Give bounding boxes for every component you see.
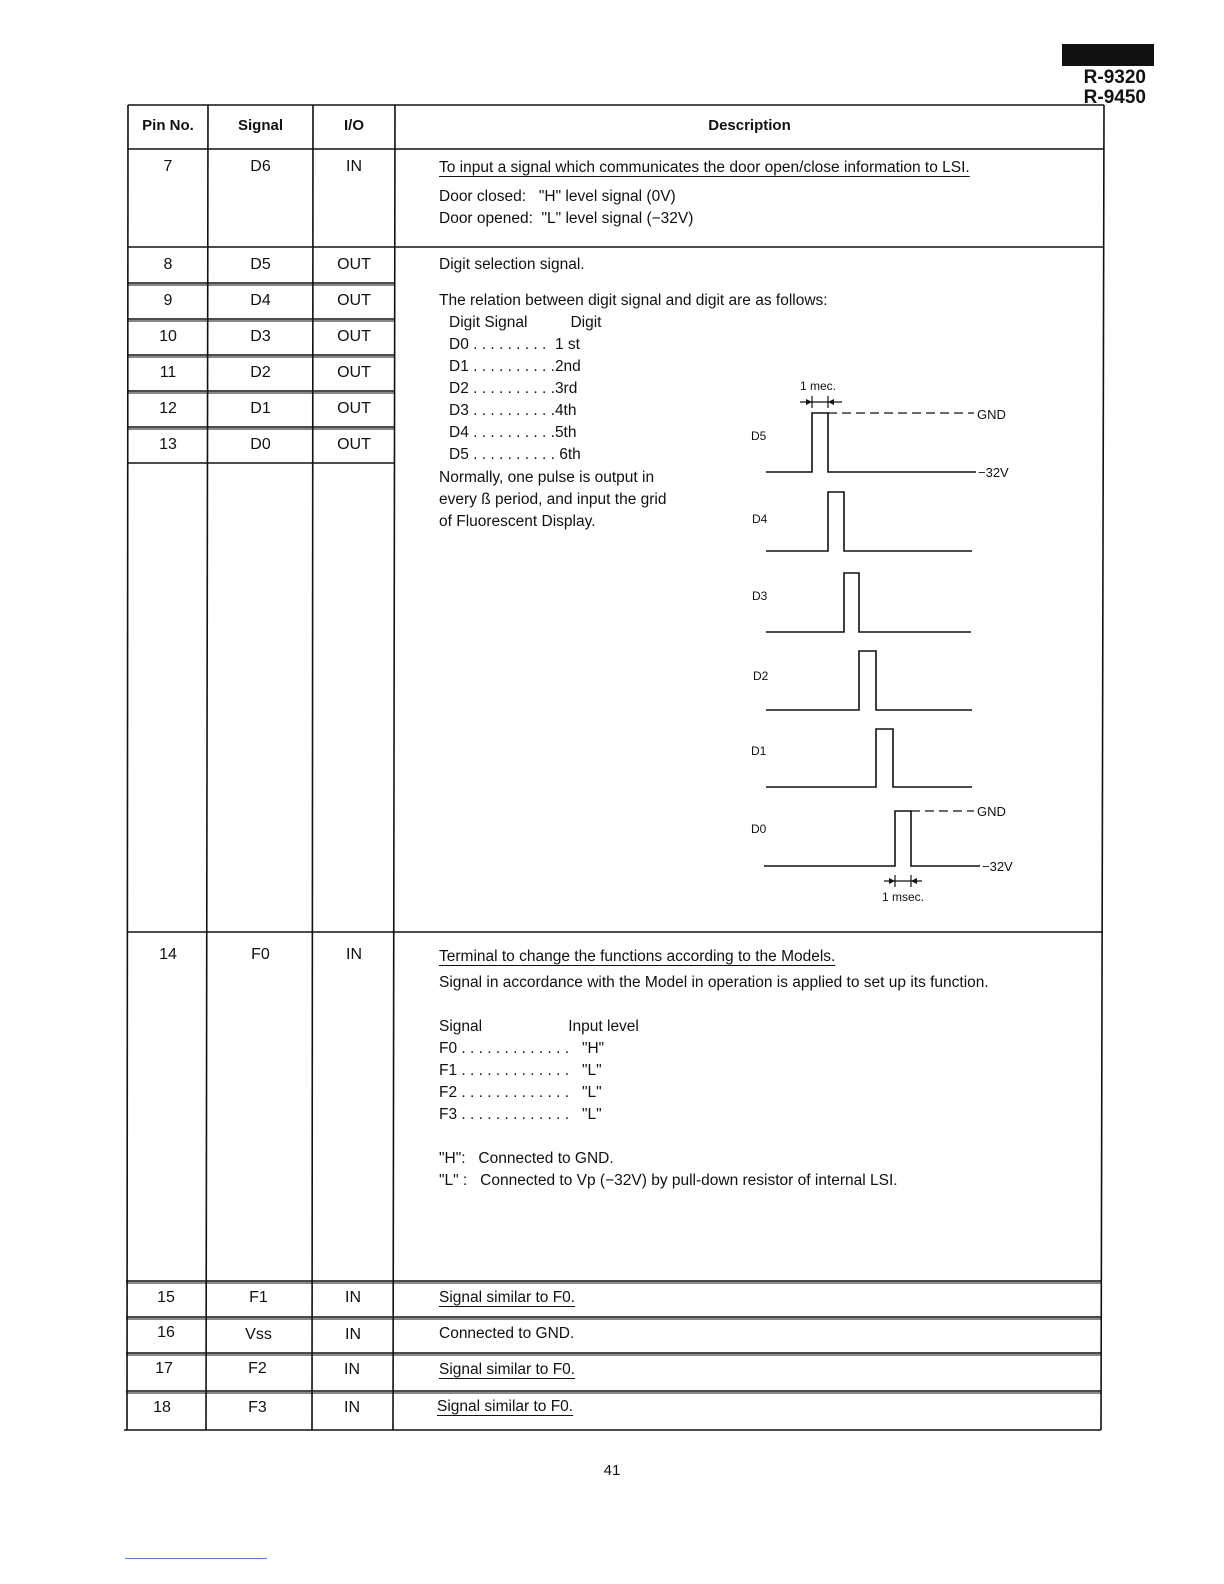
signal-name: D1 (250, 400, 271, 417)
signal-name: D6 (250, 158, 271, 175)
digit-note (439, 467, 666, 533)
digit-table-header: Digit Signal Digit (449, 314, 602, 331)
pin14-line-2: Signal in accordance with the Model in operation is applied to set up its function. (439, 974, 989, 991)
pin7-line-1: To input a signal which communicates the door open/close information to LSI. (439, 159, 970, 176)
io-direction: OUT (337, 328, 371, 345)
pin7-line-3: Door opened: "L" level signal (−32V) (439, 210, 694, 227)
neg-voltage-label-top: −32V (978, 465, 1009, 480)
signal-label-d2: D2 (753, 669, 769, 683)
signal-name: D5 (250, 256, 271, 273)
column-header-signal: Signal (237, 117, 283, 134)
signal-name: D0 (250, 436, 271, 453)
signal-name: F3 (248, 1399, 267, 1416)
signal-name: D3 (250, 328, 271, 345)
gnd-label-top: GND (977, 407, 1006, 422)
pin-number: 15 (157, 1289, 175, 1306)
l-level-note: "L" : Connected to Vp (−32V) by pull-down resistor of internal LSI. (439, 1172, 898, 1189)
pin-number: 11 (159, 364, 177, 381)
signal-label-d3: D3 (752, 589, 768, 603)
pin14-line-1: Terminal to change the functions according to the Models. (439, 948, 836, 965)
column-header-pin: Pin No. (142, 117, 194, 134)
digit-table-row: D0 . . . . . . . . . 1 st (449, 336, 580, 353)
io-direction: IN (346, 946, 362, 963)
signal-label-d4: D4 (752, 512, 768, 526)
digit-note-line-2: every ß period, and input the grid (439, 491, 667, 508)
pin-number: 12 (159, 400, 177, 417)
footer-rule (125, 1558, 267, 1559)
pin-number: 14 (159, 946, 177, 963)
digit-table-row: D1 . . . . . . . . . .2nd (449, 358, 581, 375)
digit-note-line-3: of Fluorescent Display. (439, 513, 596, 530)
signal-name: Vss (245, 1326, 272, 1343)
pin-number: 16 (157, 1324, 175, 1341)
pin17-description: Signal similar to F0. (439, 1361, 576, 1378)
io-direction: IN (346, 158, 362, 175)
model-number-2: R-9450 (1083, 87, 1146, 108)
io-direction: IN (344, 1399, 360, 1416)
io-direction: OUT (337, 256, 371, 273)
io-direction: IN (344, 1361, 360, 1378)
function-table-row: F1 . . . . . . . . . . . . . "L" (439, 1062, 602, 1079)
digit-table (449, 312, 601, 466)
gnd-label-bottom: GND (977, 804, 1006, 819)
signal-label-d5: D5 (751, 429, 767, 443)
digit-table-row: D3 . . . . . . . . . .4th (449, 402, 577, 419)
function-table-row: F3 . . . . . . . . . . . . . "L" (439, 1106, 602, 1123)
neg-voltage-label-bottom: −32V (982, 859, 1013, 874)
io-direction: OUT (337, 292, 371, 309)
pin-number: 17 (155, 1360, 173, 1377)
pin15-description: Signal similar to F0. (439, 1289, 576, 1306)
page-number: 41 (603, 1462, 621, 1479)
digit-table-row: D5 . . . . . . . . . . 6th (449, 446, 581, 463)
pulse-width-top-label: 1 mec. (800, 379, 837, 393)
digit-table-row: D4 . . . . . . . . . .5th (449, 424, 577, 441)
io-direction: IN (345, 1289, 361, 1306)
signal-name: F2 (248, 1360, 267, 1377)
function-table-row: F2 . . . . . . . . . . . . . "L" (439, 1084, 602, 1101)
io-direction: OUT (337, 436, 371, 453)
pin7-line-2: Door closed: "H" level signal (0V) (439, 188, 676, 205)
pin-number: 7 (163, 158, 173, 175)
column-header-description: Description (708, 117, 791, 134)
pin18-description: Signal similar to F0. (437, 1398, 574, 1415)
pin-number: 8 (163, 256, 173, 273)
pin7-description (439, 157, 970, 230)
function-table-header: Signal Input level (439, 1018, 639, 1035)
signal-name: D2 (250, 364, 271, 381)
digit-relation-text: The relation between digit signal and digit are as follows: (439, 292, 828, 309)
signal-label-d1: D1 (751, 744, 767, 758)
pulse-width-bottom-label: 1 msec. (882, 890, 925, 904)
model-number-1: R-9320 (1083, 67, 1146, 88)
function-table-row: F0 . . . . . . . . . . . . . "H" (439, 1040, 605, 1057)
h-level-note: "H": Connected to GND. (439, 1150, 614, 1167)
column-header-io: I/O (343, 117, 364, 134)
digit-note-line-1: Normally, one pulse is output in (439, 469, 655, 486)
signal-name: F0 (251, 946, 270, 963)
pin-number: 18 (153, 1399, 171, 1416)
io-direction: OUT (337, 400, 371, 417)
signal-name: F1 (249, 1289, 268, 1306)
signal-name: D4 (250, 292, 271, 309)
io-direction: OUT (337, 364, 371, 381)
digit-selection-title: Digit selection signal. (439, 256, 585, 273)
io-direction: IN (345, 1326, 361, 1343)
pin14-description (439, 946, 989, 1192)
digit-table-row: D2 . . . . . . . . . .3rd (449, 380, 578, 397)
pin-number: 13 (159, 436, 177, 453)
pin-number: 9 (163, 292, 173, 309)
pin16-description: Connected to GND. (439, 1325, 575, 1342)
pin-number: 10 (159, 328, 177, 345)
signal-label-d0: D0 (751, 822, 767, 836)
